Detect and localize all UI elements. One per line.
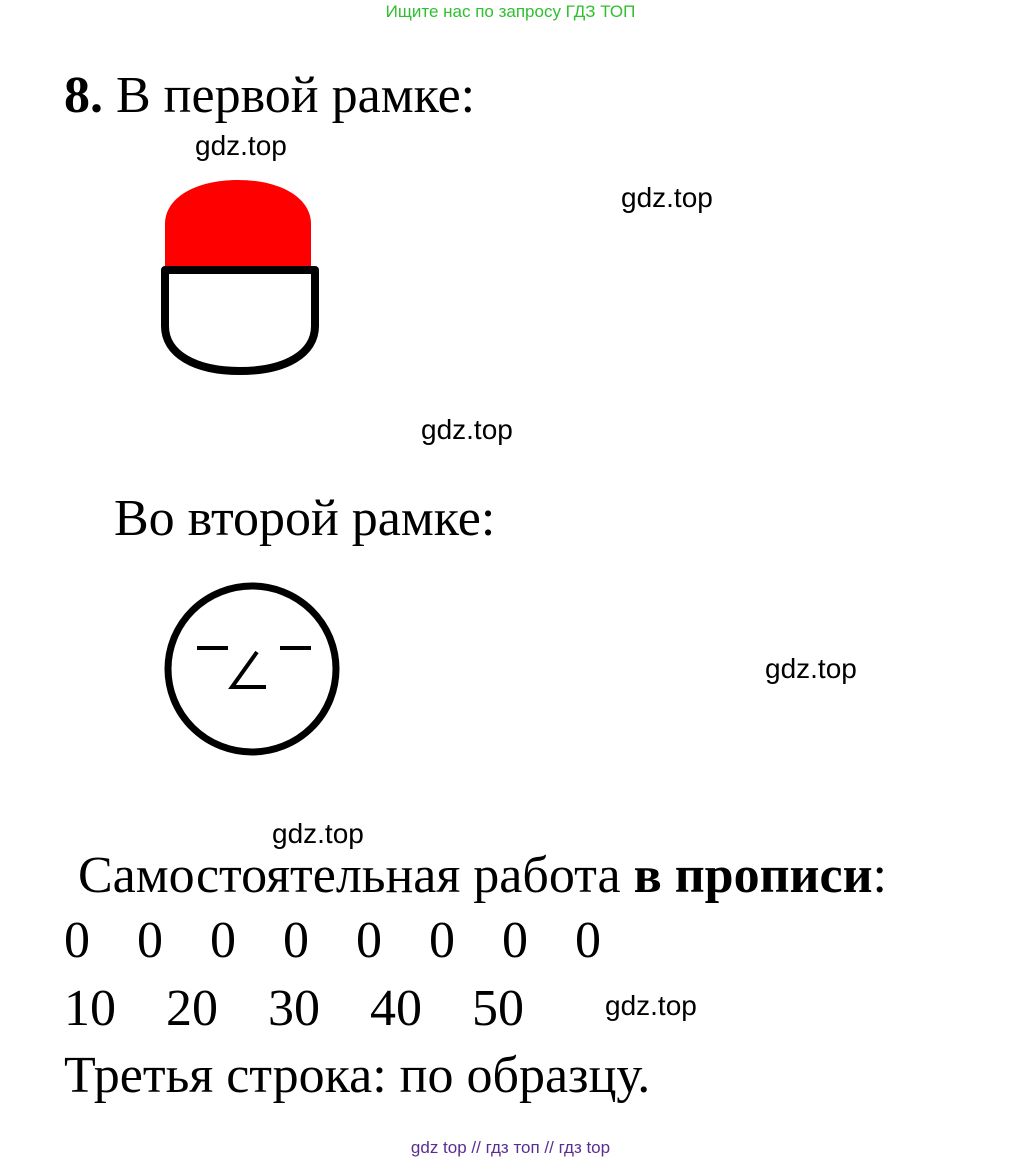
third-line: Третья строка: по образцу. <box>64 1047 651 1104</box>
bottom-footer: gdz top // гдз топ // гдз top <box>410 1138 611 1157</box>
zero-digit: 0 <box>429 912 455 969</box>
task-heading <box>64 67 476 124</box>
self-work-suffix: : <box>872 847 887 904</box>
zeros-row <box>64 912 648 969</box>
tens-number: 10 <box>64 980 116 1037</box>
watermark: gdz.top <box>272 818 364 849</box>
cap-top-fill <box>165 180 311 268</box>
cap-bottom-outline <box>165 270 315 371</box>
self-work-line <box>78 847 887 904</box>
zero-digit: 0 <box>502 912 528 969</box>
zero-digit: 0 <box>137 912 163 969</box>
red-cap-pictogram <box>160 176 322 378</box>
nose <box>232 652 266 687</box>
tens-number: 20 <box>166 980 218 1037</box>
watermark: gdz.top <box>605 990 697 1021</box>
tens-row <box>64 980 574 1037</box>
face-outline <box>168 586 336 752</box>
second-frame-label: Во второй рамке: <box>114 490 496 547</box>
zero-digit: 0 <box>283 912 309 969</box>
self-work-prefix: Самостоятельная работа <box>78 847 634 904</box>
zero-digit: 0 <box>210 912 236 969</box>
zero-digit: 0 <box>64 912 90 969</box>
zero-digit: 0 <box>356 912 382 969</box>
watermark: gdz.top <box>621 182 713 213</box>
watermark: gdz.top <box>765 653 857 684</box>
sleepy-face-pictogram <box>162 580 344 760</box>
tens-number: 40 <box>370 980 422 1037</box>
task-number: 8. <box>64 67 103 124</box>
zero-digit: 0 <box>575 912 601 969</box>
first-frame-label: В первой рамке: <box>116 67 476 124</box>
watermark: gdz.top <box>421 414 513 445</box>
watermark: gdz.top <box>195 130 287 161</box>
top-banner: Ищите нас по запросу ГДЗ ТОП <box>385 2 636 21</box>
tens-number: 50 <box>472 980 524 1037</box>
self-work-bold: в прописи <box>633 847 873 904</box>
tens-number: 30 <box>268 980 320 1037</box>
